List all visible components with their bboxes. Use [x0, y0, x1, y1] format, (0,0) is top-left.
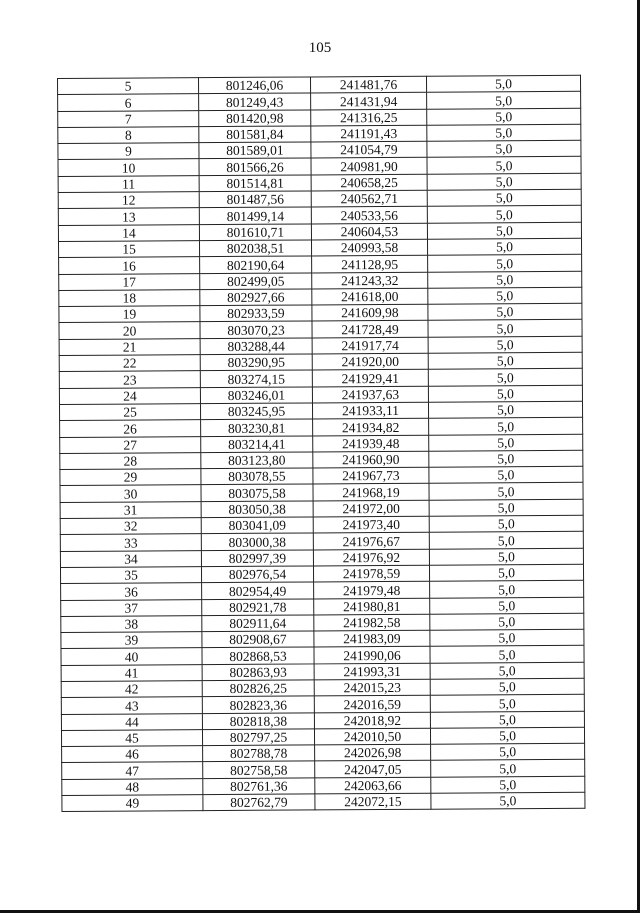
point-number-cell: 39	[61, 632, 202, 649]
value-cell: 5,0	[428, 271, 582, 288]
y-coordinate-cell: 241728,49	[312, 321, 428, 338]
value-cell: 5,0	[430, 678, 584, 695]
x-coordinate-cell: 802927,66	[200, 289, 312, 306]
y-coordinate-cell: 241609,98	[312, 304, 428, 321]
point-number-cell: 32	[60, 518, 201, 535]
table-body	[58, 75, 585, 812]
x-coordinate-cell: 801566,26	[199, 158, 311, 175]
x-coordinate-cell: 803000,38	[201, 533, 313, 550]
point-number-cell: 27	[60, 436, 201, 453]
y-coordinate-cell: 242015,23	[314, 679, 430, 696]
y-coordinate-cell: 241976,67	[313, 533, 429, 550]
y-coordinate-cell: 241243,32	[312, 272, 428, 289]
y-coordinate-cell: 241939,48	[313, 435, 429, 452]
point-number-cell: 24	[59, 387, 200, 404]
x-coordinate-cell: 802190,64	[200, 256, 312, 273]
value-cell: 5,0	[431, 760, 585, 777]
y-coordinate-cell: 240533,56	[311, 207, 427, 224]
x-coordinate-cell: 802762,79	[203, 794, 315, 811]
y-coordinate-cell: 241128,95	[312, 256, 428, 273]
table-row	[62, 792, 585, 811]
x-coordinate-cell: 801487,56	[199, 191, 311, 208]
x-coordinate-cell: 803274,15	[200, 370, 312, 387]
y-coordinate-cell: 242010,50	[314, 728, 430, 745]
x-coordinate-cell: 802863,93	[202, 664, 314, 681]
value-cell: 5,0	[430, 580, 584, 597]
point-number-cell: 21	[59, 338, 200, 355]
x-coordinate-cell: 801499,14	[199, 207, 311, 224]
value-cell: 5,0	[428, 336, 582, 353]
point-number-cell: 8	[58, 127, 199, 144]
value-cell: 5,0	[430, 597, 584, 614]
x-coordinate-cell: 802818,38	[202, 713, 314, 730]
x-coordinate-cell: 801610,71	[199, 224, 311, 241]
value-cell: 5,0	[428, 401, 582, 418]
x-coordinate-cell: 802823,36	[202, 696, 314, 713]
x-coordinate-cell: 802954,49	[202, 582, 314, 599]
x-coordinate-cell: 803075,58	[201, 484, 313, 501]
x-coordinate-cell: 803050,38	[201, 501, 313, 518]
x-coordinate-cell: 803230,81	[201, 419, 313, 436]
value-cell: 5,0	[430, 662, 584, 679]
point-number-cell: 20	[59, 322, 200, 339]
point-number-cell: 35	[60, 567, 201, 584]
y-coordinate-cell: 240604,53	[311, 223, 427, 240]
value-cell: 5,0	[430, 695, 584, 712]
x-coordinate-cell: 802868,53	[202, 647, 314, 664]
x-coordinate-cell: 803245,95	[200, 403, 312, 420]
value-cell: 5,0	[428, 255, 582, 272]
coordinates-table	[57, 75, 585, 813]
point-number-cell: 43	[61, 697, 202, 714]
y-coordinate-cell: 241618,00	[312, 288, 428, 305]
value-cell: 5,0	[430, 646, 584, 663]
y-coordinate-cell: 241976,92	[313, 549, 429, 566]
point-number-cell: 48	[62, 778, 203, 795]
point-number-cell: 36	[61, 583, 202, 600]
point-number-cell: 42	[61, 681, 202, 698]
x-coordinate-cell: 802038,51	[199, 240, 311, 257]
x-coordinate-cell: 801581,84	[199, 126, 311, 143]
point-number-cell: 10	[58, 159, 199, 176]
point-number-cell: 37	[61, 599, 202, 616]
point-number-cell: 33	[60, 534, 201, 551]
y-coordinate-cell: 241316,25	[311, 109, 427, 126]
point-number-cell: 23	[59, 371, 200, 388]
y-coordinate-cell: 241978,59	[313, 565, 429, 582]
value-cell: 5,0	[428, 352, 582, 369]
value-cell: 5,0	[428, 385, 582, 402]
y-coordinate-cell: 242072,15	[315, 793, 431, 810]
point-number-cell: 17	[59, 273, 200, 290]
point-number-cell: 38	[61, 615, 202, 632]
point-number-cell: 7	[58, 110, 199, 127]
point-number-cell: 40	[61, 648, 202, 665]
x-coordinate-cell: 803123,80	[201, 452, 313, 469]
y-coordinate-cell: 241937,63	[312, 386, 428, 403]
value-cell: 5,0	[428, 320, 582, 337]
point-number-cell: 34	[60, 550, 201, 567]
value-cell: 5,0	[429, 466, 583, 483]
value-cell: 5,0	[427, 173, 581, 190]
point-number-cell: 47	[62, 762, 203, 779]
value-cell: 5,0	[427, 92, 581, 109]
y-coordinate-cell: 241933,11	[312, 402, 428, 419]
coordinates-table-container	[57, 75, 584, 813]
value-cell: 5,0	[427, 222, 581, 239]
y-coordinate-cell: 242018,92	[314, 712, 430, 729]
page-number: 105	[308, 40, 332, 56]
y-coordinate-cell: 241993,31	[314, 663, 430, 680]
value-cell: 5,0	[428, 369, 582, 386]
x-coordinate-cell: 803070,23	[200, 321, 312, 338]
value-cell: 5,0	[429, 564, 583, 581]
x-coordinate-cell: 802826,25	[202, 680, 314, 697]
y-coordinate-cell: 241968,19	[313, 484, 429, 501]
y-coordinate-cell: 242026,98	[315, 744, 431, 761]
point-number-cell: 19	[59, 306, 200, 323]
point-number-cell: 18	[59, 289, 200, 306]
value-cell: 5,0	[431, 743, 585, 760]
value-cell: 5,0	[427, 189, 581, 206]
point-number-cell: 5	[58, 78, 199, 95]
y-coordinate-cell: 241431,94	[311, 93, 427, 110]
point-number-cell: 28	[60, 452, 201, 469]
y-coordinate-cell: 241982,58	[314, 614, 430, 631]
point-number-cell: 16	[59, 257, 200, 274]
point-number-cell: 13	[58, 208, 199, 225]
y-coordinate-cell: 241054,79	[311, 141, 427, 158]
y-coordinate-cell: 240981,90	[311, 158, 427, 175]
value-cell: 5,0	[429, 418, 583, 435]
x-coordinate-cell: 802761,36	[203, 778, 315, 795]
point-number-cell: 49	[62, 795, 203, 812]
y-coordinate-cell: 241920,00	[312, 353, 428, 370]
value-cell: 5,0	[426, 75, 580, 92]
point-number-cell: 44	[61, 713, 202, 730]
point-number-cell: 30	[60, 485, 201, 502]
value-cell: 5,0	[427, 124, 581, 141]
point-number-cell: 6	[58, 94, 199, 111]
x-coordinate-cell: 802908,67	[202, 631, 314, 648]
y-coordinate-cell: 241191,43	[311, 125, 427, 142]
x-coordinate-cell: 802976,54	[201, 566, 313, 583]
y-coordinate-cell: 242016,59	[314, 696, 430, 713]
point-number-cell: 29	[60, 469, 201, 486]
y-coordinate-cell: 241929,41	[312, 370, 428, 387]
y-coordinate-cell: 241967,73	[313, 467, 429, 484]
x-coordinate-cell: 801249,43	[199, 93, 311, 110]
value-cell: 5,0	[428, 303, 582, 320]
y-coordinate-cell: 242063,66	[315, 777, 431, 794]
x-coordinate-cell: 802788,78	[203, 745, 315, 762]
y-coordinate-cell: 241980,81	[314, 598, 430, 615]
value-cell: 5,0	[429, 450, 583, 467]
x-coordinate-cell: 803078,55	[201, 468, 313, 485]
x-coordinate-cell: 803288,44	[200, 338, 312, 355]
x-coordinate-cell: 802758,58	[203, 761, 315, 778]
x-coordinate-cell: 801246,06	[199, 77, 311, 94]
value-cell: 5,0	[429, 532, 583, 549]
x-coordinate-cell: 803290,95	[200, 354, 312, 371]
value-cell: 5,0	[430, 613, 584, 630]
y-coordinate-cell: 241917,74	[312, 337, 428, 354]
value-cell: 5,0	[427, 238, 581, 255]
point-number-cell: 26	[60, 420, 201, 437]
y-coordinate-cell: 241983,09	[314, 630, 430, 647]
value-cell: 5,0	[427, 108, 581, 125]
x-coordinate-cell: 802997,39	[201, 550, 313, 567]
x-coordinate-cell: 803246,01	[200, 387, 312, 404]
value-cell: 5,0	[429, 515, 583, 532]
point-number-cell: 25	[59, 404, 200, 421]
value-cell: 5,0	[431, 776, 585, 793]
x-coordinate-cell: 802499,05	[200, 273, 312, 290]
point-number-cell: 31	[60, 501, 201, 518]
point-number-cell: 14	[58, 224, 199, 241]
x-coordinate-cell: 802911,64	[202, 615, 314, 632]
y-coordinate-cell: 241481,76	[310, 76, 426, 93]
value-cell: 5,0	[430, 727, 584, 744]
y-coordinate-cell: 240658,25	[311, 174, 427, 191]
value-cell: 5,0	[427, 206, 581, 223]
value-cell: 5,0	[427, 140, 581, 157]
value-cell: 5,0	[429, 499, 583, 516]
x-coordinate-cell: 801514,81	[199, 175, 311, 192]
x-coordinate-cell: 802933,59	[200, 305, 312, 322]
value-cell: 5,0	[427, 157, 581, 174]
point-number-cell: 46	[62, 746, 203, 763]
point-number-cell: 11	[58, 175, 199, 192]
value-cell: 5,0	[429, 548, 583, 565]
value-cell: 5,0	[428, 287, 582, 304]
value-cell: 5,0	[429, 483, 583, 500]
x-coordinate-cell: 802797,25	[202, 729, 314, 746]
y-coordinate-cell: 240993,58	[311, 239, 427, 256]
value-cell: 5,0	[431, 792, 585, 809]
x-coordinate-cell: 803214,41	[201, 435, 313, 452]
y-coordinate-cell: 241973,40	[313, 516, 429, 533]
y-coordinate-cell: 241979,48	[314, 581, 430, 598]
value-cell: 5,0	[429, 434, 583, 451]
x-coordinate-cell: 801420,98	[199, 110, 311, 127]
y-coordinate-cell: 240562,71	[311, 190, 427, 207]
x-coordinate-cell: 802921,78	[202, 598, 314, 615]
point-number-cell: 9	[58, 143, 199, 160]
y-coordinate-cell: 241960,90	[313, 451, 429, 468]
point-number-cell: 45	[61, 729, 202, 746]
value-cell: 5,0	[430, 711, 584, 728]
point-number-cell: 41	[61, 664, 202, 681]
point-number-cell: 12	[58, 192, 199, 209]
value-cell: 5,0	[430, 629, 584, 646]
x-coordinate-cell: 803041,09	[201, 517, 313, 534]
y-coordinate-cell: 241934,82	[313, 418, 429, 435]
x-coordinate-cell: 801589,01	[199, 142, 311, 159]
point-number-cell: 22	[59, 355, 200, 372]
y-coordinate-cell: 241990,06	[314, 647, 430, 664]
y-coordinate-cell: 241972,00	[313, 500, 429, 517]
point-number-cell: 15	[58, 241, 199, 258]
y-coordinate-cell: 242047,05	[315, 761, 431, 778]
